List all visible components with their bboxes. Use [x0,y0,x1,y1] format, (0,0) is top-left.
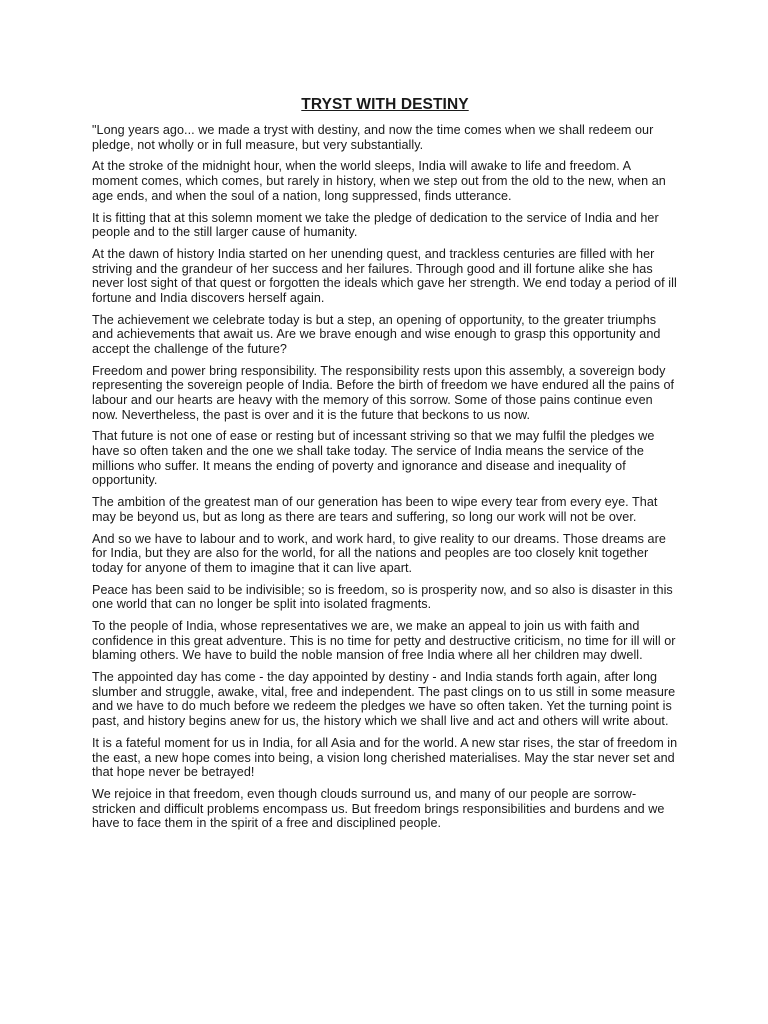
paragraph: Peace has been said to be indivisible; so is freedom, so is prosperity now, and so also is disaster in this one world that can no longer be split into isolated fragments. [92,582,673,612]
paragraph: The ambition of the greatest man of our generation has been to wipe every tear from every eye. That may be beyond us, but as long as there are tears and suffering, so long our work will not be over. [92,495,658,524]
paragraph: Freedom and power bring responsibility. The responsibility rests upon this assembly, a sovereign body representing the sovereign people of India. Before the birth of freedom we have endured all the pains of labour and our hearts are heavy with the memory of this sorrow. Some of those pains continue even now. Nevertheless, the past is over and it is the future that beckons to us now. [92,363,675,422]
paragraph: We rejoice in that freedom, even though clouds surround us, and many of our people are sorrow-stricken and difficult problems encompass us. But freedom brings responsibilities and burdens and we have to face them in the spirit of a free and disciplined people. [92,787,665,831]
paragraph: The appointed day has come - the day appointed by destiny - and India stands forth again, after long slumber and struggle, awake, vital, free and independent. The past clings on to us still in some measure and we have to do much before we redeem the pledges we have so often taken. Yet the turning point is past, and history begins anew for us, the history which we shall live and act and others will write about. [92,670,676,729]
paragraph: It is a fateful moment for us in India, for all Asia and for the world. A new star rises, the star of freedom in the east, a new hope comes into being, a vision long cherished materialises. May the star never set and that hope never be betrayed! [92,735,678,780]
paragraph: And so we have to labour and to work, and work hard, to give reality to our dreams. Those dreams are for India, but they are also for the world, for all the nations and peoples are too closely knit together today for anyone of them to imagine that it can live apart. [92,531,666,575]
document-page [92,96,678,838]
paragraph: That future is not one of ease or resting but of incessant striving so that we may fulfil the pledges we have so often taken and the one we shall take today. The service of India means the service of the millions who suffer. It means the ending of poverty and ignorance and disease and inequality of opportunity. [92,429,655,488]
paragraph: "Long years ago... we made a tryst with destiny, and now the time comes when we shall redeem our pledge, not wholly or in full measure, but very substantially. [92,123,654,152]
paragraph: At the stroke of the midnight hour, when the world sleeps, India will awake to life and freedom. A moment comes, which comes, but rarely in history, when we step out from the old to the new, when an age ends, and when the soul of a nation, long suppressed, finds utterance. [92,159,666,203]
paragraph: To the people of India, whose representatives we are, we make an appeal to join us with faith and confidence in this great adventure. This is no time for petty and destructive criticism, no time for ill will or blaming others. We have to build the noble mansion of free India where all her children may dwell. [92,619,676,663]
document-title: TRYST WITH DESTINY [301,96,469,113]
paragraph: At the dawn of history India started on her unending quest, and trackless centuries are filled with her striving and the grandeur of her success and her failures. Through good and ill fortune alike she has never lost sight of that quest or forgotten the ideals which gave her strength. We end today a period of ill fortune and India discovers herself again. [92,247,677,305]
paragraph: The achievement we celebrate today is but a step, an opening of opportunity, to the greater triumphs and achievements that await us. Are we brave enough and wise enough to grasp this opportunity and accept the challenge of the future? [92,312,661,356]
paragraph: It is fitting that at this solemn moment we take the pledge of dedication to the service of India and her people and to the still larger cause of humanity. [92,210,659,240]
